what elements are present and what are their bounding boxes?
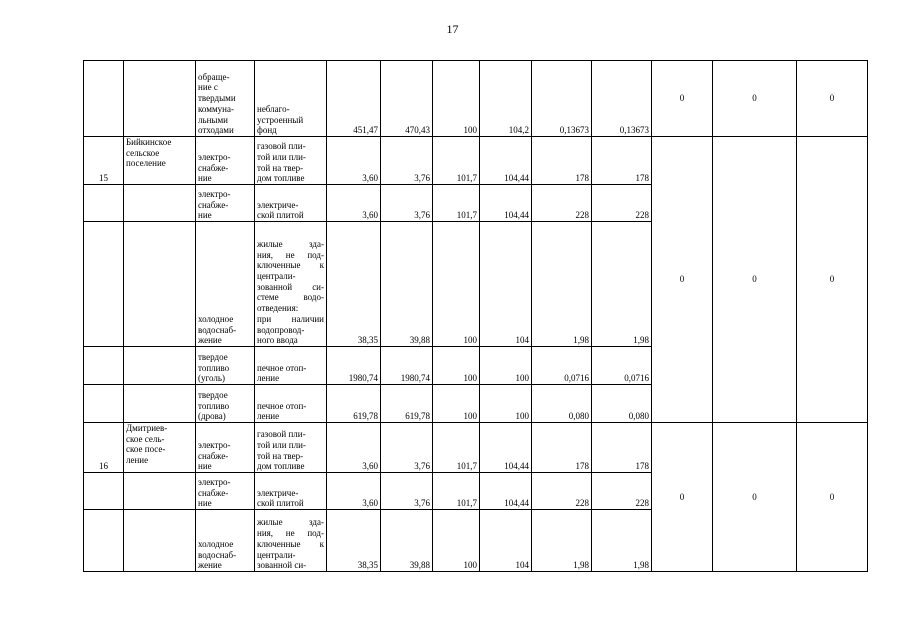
- group-value-c: 0: [797, 137, 868, 423]
- value-v4: 100: [480, 347, 532, 385]
- value-v4: 104: [480, 222, 532, 347]
- value-v3: 101,7: [433, 185, 480, 222]
- row-number: 16: [84, 423, 124, 473]
- row-number: 15: [84, 137, 124, 185]
- row-number: [84, 510, 124, 572]
- row-number: [84, 185, 124, 222]
- value-v6: 178: [592, 423, 652, 473]
- value-v2: 3,76: [381, 473, 433, 510]
- value-v2: 3,76: [381, 137, 433, 185]
- value-v6: 228: [592, 473, 652, 510]
- value-v4: 104,2: [480, 61, 532, 137]
- value-v2: 3,76: [381, 423, 433, 473]
- table-row: [84, 137, 868, 185]
- category-cell: печное отоп- ление: [255, 347, 327, 385]
- value-v3: 101,7: [433, 423, 480, 473]
- resource-cell: электро- снабже- ние: [196, 137, 255, 185]
- settlement-name: Дмитриев- ское сель- ское посе- ление: [124, 423, 196, 473]
- value-v5: 228: [532, 473, 592, 510]
- row-number: [84, 347, 124, 385]
- resource-cell: электро- снабже- ние: [196, 185, 255, 222]
- row-number: [84, 222, 124, 347]
- value-v1: 38,35: [327, 222, 381, 347]
- value-v4: 104,44: [480, 137, 532, 185]
- value-v1: 1980,74: [327, 347, 381, 385]
- value-v5: 1,98: [532, 222, 592, 347]
- value-v5: 0,0716: [532, 347, 592, 385]
- value-v2: 619,78: [381, 385, 433, 423]
- settlement-name: [124, 185, 196, 222]
- group-value-b: 0: [713, 137, 797, 423]
- tariff-table: [83, 60, 868, 572]
- row-number: [84, 473, 124, 510]
- value-v6: 228: [592, 185, 652, 222]
- value-v6: 0,0716: [592, 347, 652, 385]
- group-value-a: 0: [652, 61, 713, 137]
- resource-cell: твердое топливо (уголь): [196, 347, 255, 385]
- value-v6: 178: [592, 137, 652, 185]
- category-cell: газовой пли- той или пли- той на твер- дом топливе: [255, 137, 327, 185]
- value-v6: 0,13673: [592, 61, 652, 137]
- table-row: [84, 423, 868, 473]
- value-v1: 3,60: [327, 423, 381, 473]
- settlement-name: [124, 347, 196, 385]
- settlement-name: [124, 510, 196, 572]
- value-v5: 228: [532, 185, 592, 222]
- value-v4: 104: [480, 510, 532, 572]
- resource-cell: электро- снабже- ние: [196, 423, 255, 473]
- category-cell: печное отоп- ление: [255, 385, 327, 423]
- value-v1: 38,35: [327, 510, 381, 572]
- value-v3: 100: [433, 347, 480, 385]
- value-v1: 3,60: [327, 473, 381, 510]
- group-value-b: 0: [713, 423, 797, 572]
- table-row: [84, 61, 868, 137]
- row-number: [84, 385, 124, 423]
- group-value-b: 0: [713, 61, 797, 137]
- resource-cell: твердое топливо (дрова): [196, 385, 255, 423]
- group-value-a: 0: [652, 137, 713, 423]
- value-v1: 619,78: [327, 385, 381, 423]
- value-v3: 100: [433, 222, 480, 347]
- value-v5: 0,13673: [532, 61, 592, 137]
- value-v1: 3,60: [327, 185, 381, 222]
- value-v5: 178: [532, 137, 592, 185]
- group-value-a: 0: [652, 423, 713, 572]
- value-v3: 101,7: [433, 473, 480, 510]
- value-v1: 3,60: [327, 137, 381, 185]
- value-v6: 0,080: [592, 385, 652, 423]
- value-v6: 1,98: [592, 510, 652, 572]
- value-v3: 101,7: [433, 137, 480, 185]
- value-v5: 1,98: [532, 510, 592, 572]
- value-v5: 0,080: [532, 385, 592, 423]
- group-value-c: 0: [797, 423, 868, 572]
- value-v5: 178: [532, 423, 592, 473]
- resource-cell: электро- снабже- ние: [196, 473, 255, 510]
- category-cell: жилые зда- ния, не под- ключенные к централи- зованной си- стеме водо- отведения: при наличии водопровод- ного ввода: [255, 222, 327, 347]
- resource-cell: холодное водоснаб- жение: [196, 222, 255, 347]
- resource-cell: обраще- ние с твердыми коммуна- льными отходами: [196, 61, 255, 137]
- value-v6: 1,98: [592, 222, 652, 347]
- category-cell: неблаго- устроенный фонд: [255, 61, 327, 137]
- value-v4: 104,44: [480, 185, 532, 222]
- category-cell: электриче- ской плитой: [255, 473, 327, 510]
- category-cell: электриче- ской плитой: [255, 185, 327, 222]
- settlement-name: Бийкинское сельское поселение: [124, 137, 196, 185]
- value-v3: 100: [433, 61, 480, 137]
- settlement-name: [124, 385, 196, 423]
- value-v2: 1980,74: [381, 347, 433, 385]
- resource-cell: холодное водоснаб- жение: [196, 510, 255, 572]
- value-v2: 39,88: [381, 222, 433, 347]
- value-v2: 3,76: [381, 185, 433, 222]
- value-v2: 39,88: [381, 510, 433, 572]
- category-cell: жилые зда- ния, не под- ключенные к централи- зованной си-: [255, 510, 327, 572]
- category-cell: газовой пли- той или пли- той на твер- дом топливе: [255, 423, 327, 473]
- value-v4: 100: [480, 385, 532, 423]
- settlement-name: [124, 61, 196, 137]
- value-v2: 470,43: [381, 61, 433, 137]
- value-v3: 100: [433, 385, 480, 423]
- settlement-name: [124, 473, 196, 510]
- value-v4: 104,44: [480, 473, 532, 510]
- value-v4: 104,44: [480, 423, 532, 473]
- settlement-name: [124, 222, 196, 347]
- group-value-c: 0: [797, 61, 868, 137]
- value-v3: 100: [433, 510, 480, 572]
- row-number: [84, 61, 124, 137]
- value-v1: 451,47: [327, 61, 381, 137]
- page-number: 17: [446, 22, 459, 36]
